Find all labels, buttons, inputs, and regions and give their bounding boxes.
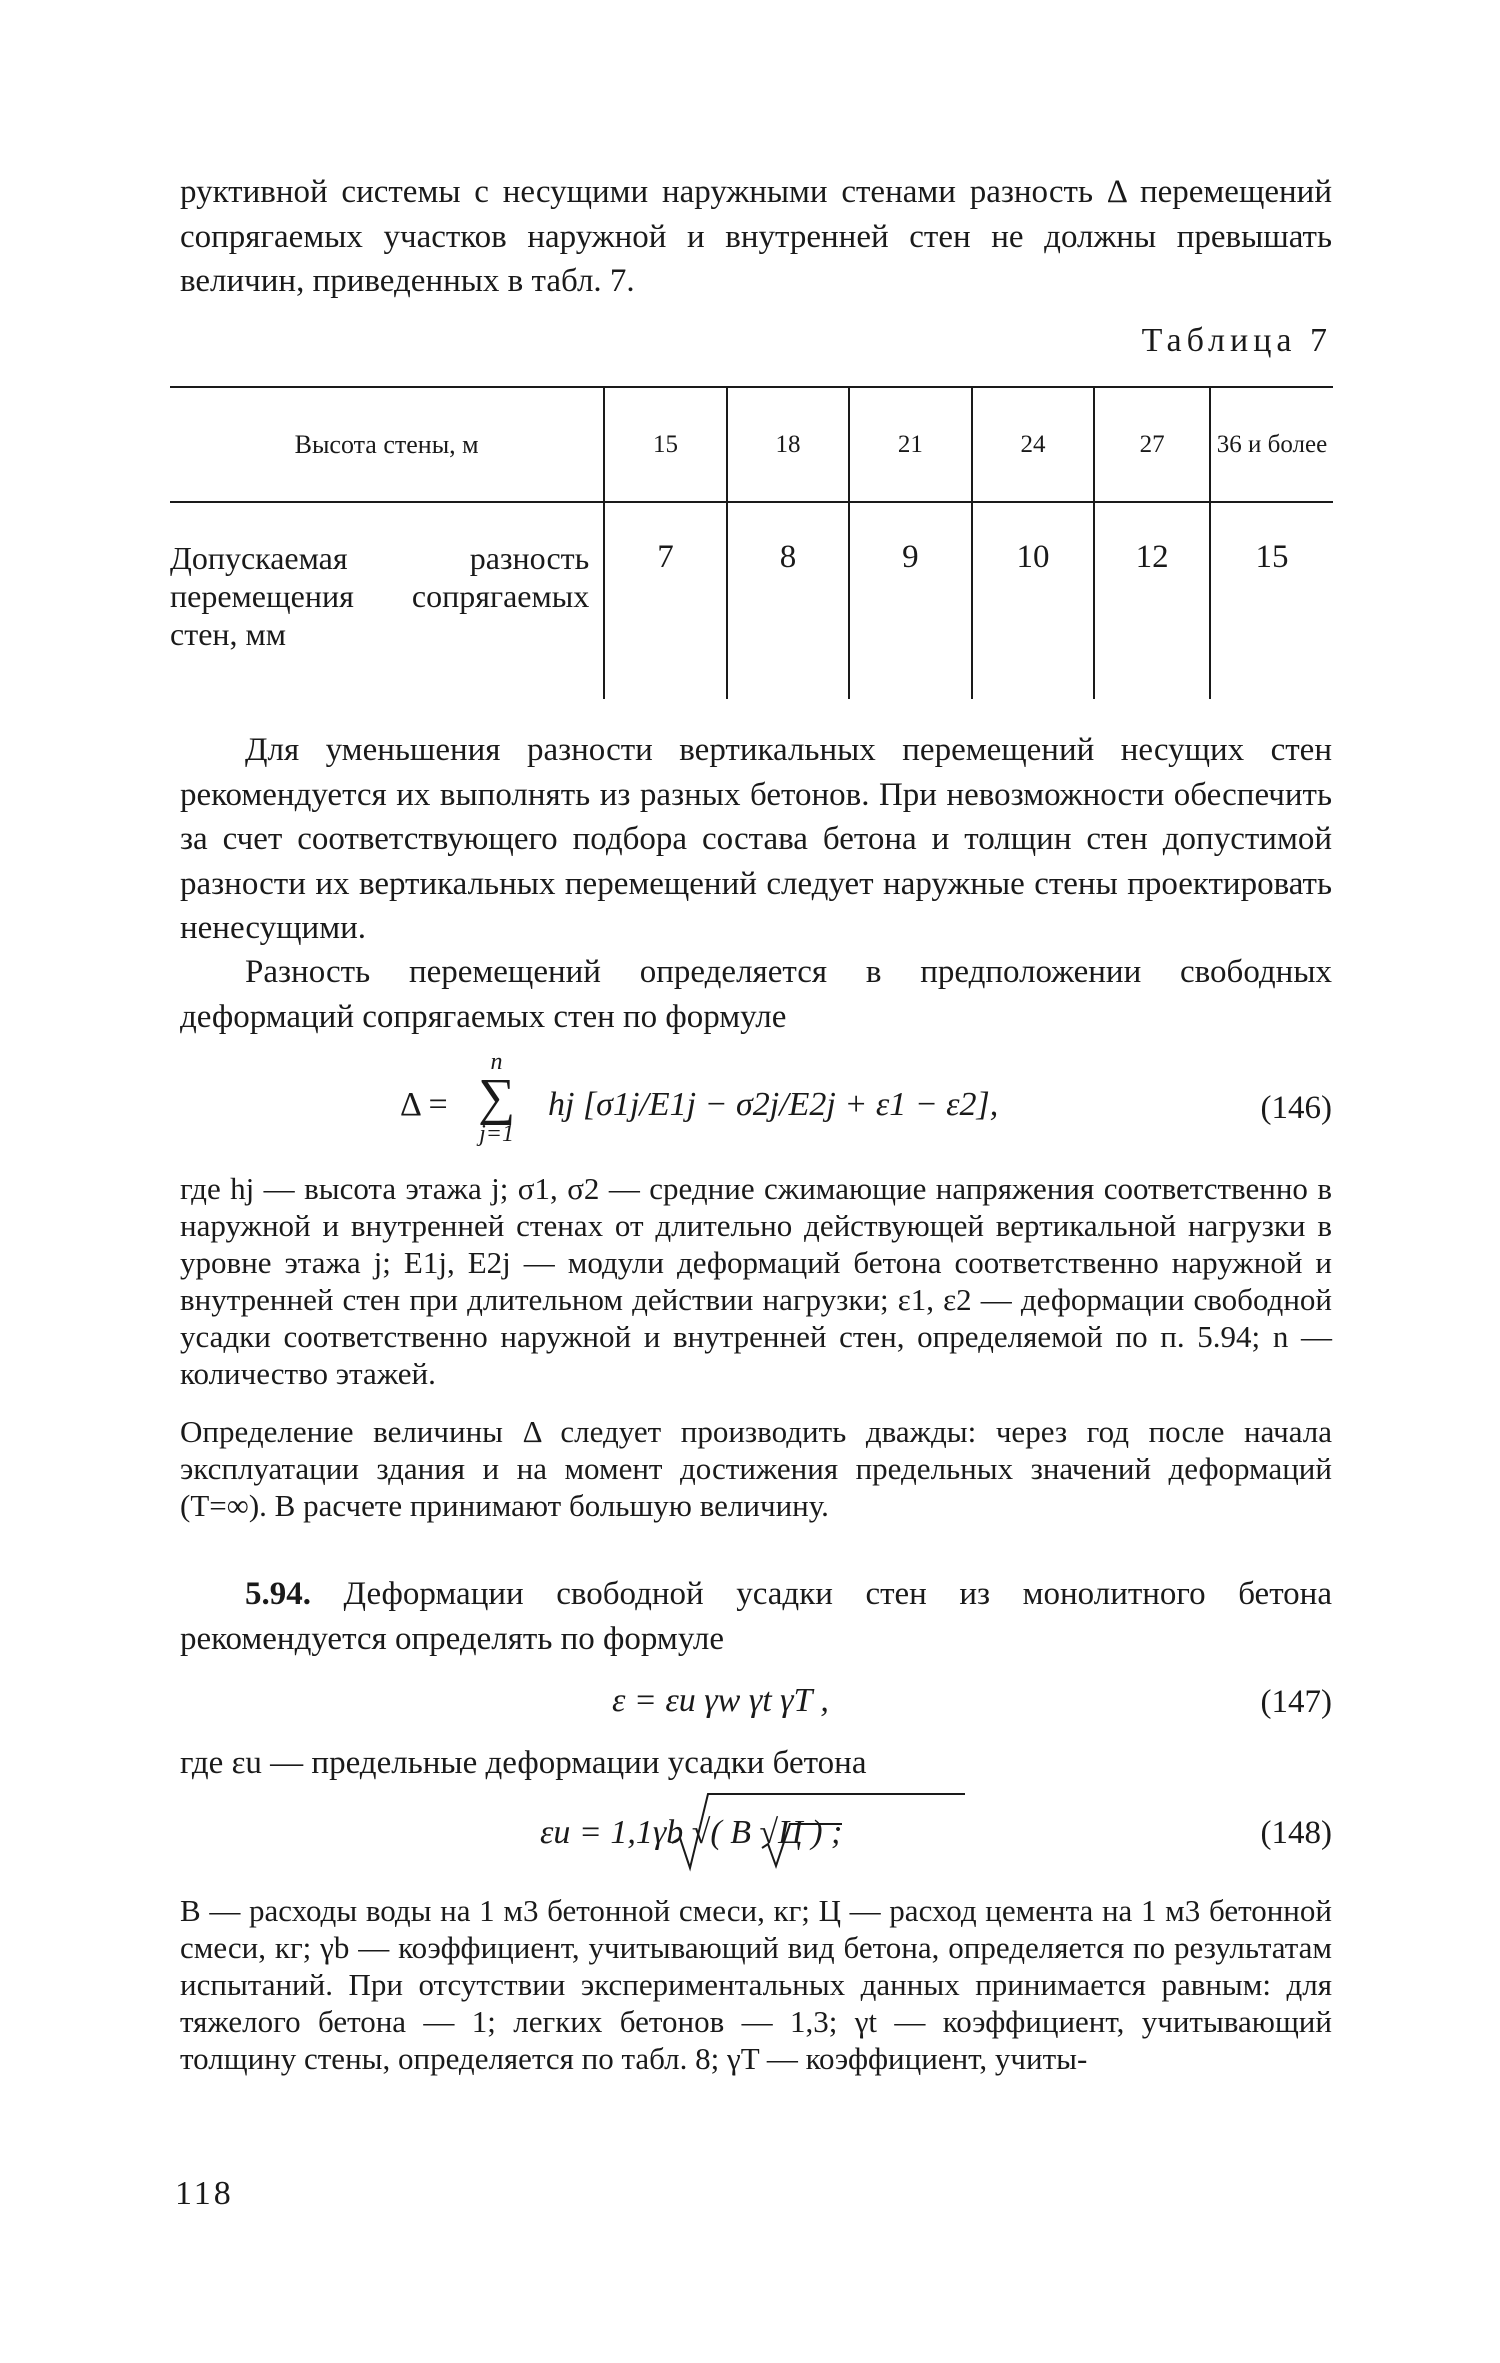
header-label: Высота стены, м [170, 387, 604, 502]
where-148-paragraph: В — расходы воды на 1 м3 бетонной смеси, кг; Ц — расход цемента на 1 м3 бетонной смеси, кг; γb — коэффициент, учитывающий вид бетона, определяется по результатам испытаний. При отсутствии экспериментальных данных принимается равным: для тяжелого бетона — 1; легких бетонов — 1,3; γt — коэффициент, учитывающий толщину стены, определяется по табл. 8; γT — коэффициент, учиты- [180, 1893, 1332, 2076]
table-header-row [170, 387, 1333, 502]
sum-sign: ∑ [478, 1069, 516, 1126]
formula-147: ε = εu γw γt γT , [612, 1682, 829, 1719]
formula-146-sum [478, 1050, 515, 1146]
value-cell: 7 [604, 502, 726, 699]
height-cell: 21 [849, 387, 971, 502]
recommend-paragraph: Для уменьшения разности вертикальных перемещений несущих стен рекомендуется их выполнять из разных бетонов. При невозможности обеспечить за счет соответствующего подбора состава бетона и толщин стен допустимой разности их вертикальных перемещений следует наружные стены проектировать ненесущими. [180, 732, 1332, 946]
determination-paragraph: Определение величины Δ следует производить дважды: через год после начала эксплуатации здания и на момент достижения предельных значений деформаций (T=∞). В расчете принимают большую величину. [180, 1414, 1332, 1523]
value-cell: 12 [1094, 502, 1210, 699]
where-147-paragraph: где εu — предельные деформации усадки бетона [180, 1745, 867, 1781]
table-caption: Таблица 7 [1141, 322, 1332, 359]
section-number: 5.94. [245, 1576, 311, 1612]
height-cell: 36 и более [1210, 387, 1333, 502]
height-cell: 24 [972, 387, 1095, 502]
height-cell: 15 [604, 387, 726, 502]
value-cell: 8 [727, 502, 849, 699]
deviation-table [170, 386, 1333, 699]
section-text: Деформации свободной усадки стен из монолитного бетона рекомендуется определять по формуле [180, 1576, 1332, 1657]
where-146-paragraph: где hj — высота этажа j; σ1, σ2 — средние сжимающие напряжения соответственно в наружной и внутренней стенах от длительно действующей вертикальной нагрузки в уровне этажа j; E1j, E2j — модули деформаций бетона соответственно наружной и внутренней стен при длительном действии нагрузки; ε1, ε2 — деформации свободной усадки соответственно наружной и внутренней стен, определяемой по п. 5.94; n — количество этажей. [180, 1171, 1332, 1391]
intro-paragraph: руктивной системы с несущими наружными стенами разность Δ перемещений сопрягаемых участков наружной и внутренней стен не должны превышать величин, приведенных в табл. 7. [180, 174, 1332, 299]
table-row [170, 502, 1333, 699]
value-cell: 10 [972, 502, 1095, 699]
height-cell: 27 [1094, 387, 1210, 502]
sum-lower-limit: j=1 [479, 1121, 514, 1147]
section-594-paragraph [180, 1572, 1332, 1661]
formula-146-lhs: Δ = [400, 1086, 448, 1123]
value-cell: 15 [1210, 502, 1333, 699]
formula-148: εu = 1,1γb √( В √Ц ) ; [540, 1814, 843, 1851]
formula-147-number: (147) [1260, 1684, 1332, 1720]
sum-upper-limit: n [490, 1049, 503, 1075]
difference-paragraph: Разность перемещений определяется в предположении свободных деформаций сопрягаемых стен по формуле [180, 954, 1332, 1035]
formula-148-number: (148) [1260, 1815, 1332, 1851]
value-cell: 9 [849, 502, 971, 699]
formula-146-body: hj [σ1j/E1j − σ2j/E2j + ε1 − ε2], [548, 1086, 999, 1123]
row-label: Допускаемая разность перемещения сопрягаемых стен, мм [170, 540, 590, 652]
formula-146-number: (146) [1260, 1090, 1332, 1126]
page-number: 118 [175, 2175, 234, 2212]
height-cell: 18 [727, 387, 849, 502]
